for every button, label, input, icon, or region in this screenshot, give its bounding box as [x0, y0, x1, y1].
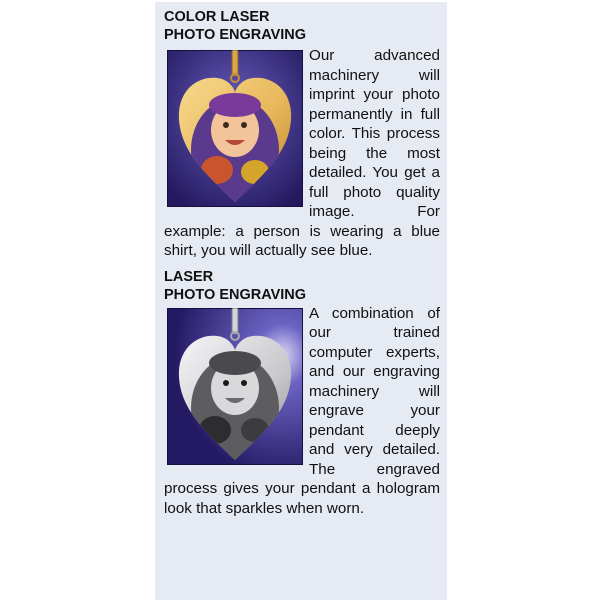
silver-heart-pendant-image	[167, 308, 303, 465]
gold-heart-pendant-illustration	[167, 50, 303, 207]
heading-line-1: COLOR LASER	[164, 9, 270, 25]
laser-section	[164, 304, 440, 519]
color-laser-description: Our advanced machinery will imprint your photo permanently in full color. This process being the most detailed. You get a full photo quality image. For example: a person is wearing a blue shirt, you will actually see blue.	[164, 47, 440, 259]
color-laser-section	[164, 46, 440, 261]
heading-line-2: PHOTO ENGRAVING	[164, 27, 307, 43]
gold-heart-pendant-image	[167, 50, 303, 207]
panel-top-edge	[155, 0, 447, 2]
laser-heading	[164, 268, 440, 304]
heading-line-1: LASER	[164, 268, 214, 285]
heading-line-2: PHOTO ENGRAVING	[164, 286, 307, 303]
article	[164, 8, 440, 518]
silver-heart-pendant-illustration	[167, 308, 303, 465]
color-laser-heading	[164, 8, 440, 44]
laser-description: A combination of our trained computer experts, and our engraving machinery will engrave your pendant deeply and very detailed. The engraved process gives your pendant a hologram look that sparkles when worn.	[164, 304, 440, 517]
